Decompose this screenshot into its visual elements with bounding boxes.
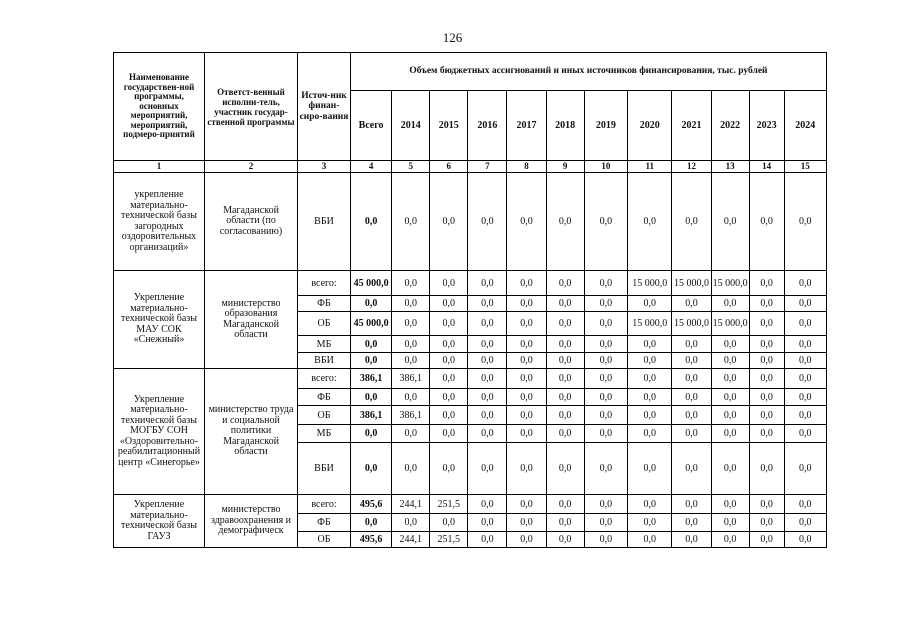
budget-table <box>113 52 827 548</box>
year-value-cell: 0,0 <box>392 173 430 271</box>
year-value-cell: 0,0 <box>584 353 627 369</box>
header-year: 2019 <box>584 91 627 161</box>
total-cell: 0,0 <box>350 173 391 271</box>
responsible-cell: министерство труда и социальной политики Магаданской области <box>204 369 297 495</box>
year-value-cell: 0,0 <box>628 443 672 495</box>
year-value-cell: 0,0 <box>546 173 584 271</box>
table-row <box>114 369 827 389</box>
year-value-cell: 0,0 <box>749 312 784 336</box>
year-value-cell: 0,0 <box>672 532 711 548</box>
year-value-cell: 0,0 <box>392 312 430 336</box>
total-cell: 386,1 <box>350 369 391 389</box>
column-number: 7 <box>468 161 507 173</box>
header-year: 2015 <box>430 91 468 161</box>
year-value-cell: 0,0 <box>711 173 749 271</box>
year-value-cell: 244,1 <box>392 495 430 514</box>
header-year: 2014 <box>392 91 430 161</box>
column-number: 13 <box>711 161 749 173</box>
year-value-cell: 0,0 <box>711 353 749 369</box>
year-value-cell: 0,0 <box>430 389 468 406</box>
year-value-cell: 0,0 <box>507 389 546 406</box>
source-cell: ОБ <box>298 532 351 548</box>
year-value-cell: 0,0 <box>546 495 584 514</box>
year-value-cell: 0,0 <box>392 296 430 312</box>
year-value-cell: 0,0 <box>584 532 627 548</box>
year-value-cell: 0,0 <box>749 389 784 406</box>
year-value-cell: 0,0 <box>468 336 507 353</box>
year-value-cell: 0,0 <box>468 271 507 296</box>
year-value-cell: 0,0 <box>628 369 672 389</box>
year-value-cell: 0,0 <box>584 271 627 296</box>
year-value-cell: 0,0 <box>430 406 468 425</box>
year-value-cell: 0,0 <box>507 312 546 336</box>
year-value-cell: 0,0 <box>584 312 627 336</box>
year-value-cell: 0,0 <box>711 495 749 514</box>
year-value-cell: 0,0 <box>628 495 672 514</box>
year-value-cell: 0,0 <box>672 425 711 443</box>
year-value-cell: 0,0 <box>468 514 507 532</box>
year-value-cell: 0,0 <box>711 514 749 532</box>
year-value-cell: 0,0 <box>672 336 711 353</box>
column-number: 5 <box>392 161 430 173</box>
year-value-cell: 0,0 <box>430 336 468 353</box>
header-source: Источ-ник финан-сиро-вания <box>298 53 351 161</box>
year-value-cell: 0,0 <box>430 369 468 389</box>
year-value-cell: 0,0 <box>468 353 507 369</box>
year-value-cell: 0,0 <box>430 312 468 336</box>
year-value-cell: 0,0 <box>711 532 749 548</box>
total-cell: 0,0 <box>350 296 391 312</box>
year-value-cell: 0,0 <box>784 514 826 532</box>
year-value-cell: 0,0 <box>507 514 546 532</box>
year-value-cell: 0,0 <box>584 389 627 406</box>
year-value-cell: 0,0 <box>672 296 711 312</box>
header-program-name: Наименование государствен-ной программы, основных мероприятий, мероприятий, подмеро-приятий <box>114 53 205 161</box>
year-value-cell: 0,0 <box>749 271 784 296</box>
year-value-cell: 0,0 <box>711 406 749 425</box>
source-cell: ФБ <box>298 514 351 532</box>
year-value-cell: 0,0 <box>784 532 826 548</box>
year-value-cell: 0,0 <box>392 389 430 406</box>
responsible-cell: министерство здравоохранения и демографическ <box>204 495 297 548</box>
year-value-cell: 0,0 <box>430 271 468 296</box>
year-value-cell: 0,0 <box>672 173 711 271</box>
source-cell: МБ <box>298 336 351 353</box>
year-value-cell: 0,0 <box>507 495 546 514</box>
source-cell: всего: <box>298 369 351 389</box>
year-value-cell: 0,0 <box>546 514 584 532</box>
year-value-cell: 0,0 <box>468 369 507 389</box>
year-value-cell: 0,0 <box>430 443 468 495</box>
year-value-cell: 0,0 <box>749 443 784 495</box>
year-value-cell: 0,0 <box>784 443 826 495</box>
year-value-cell: 0,0 <box>507 532 546 548</box>
year-value-cell: 0,0 <box>468 495 507 514</box>
table-row <box>114 271 827 296</box>
column-number: 12 <box>672 161 711 173</box>
year-value-cell: 0,0 <box>711 443 749 495</box>
year-value-cell: 0,0 <box>628 425 672 443</box>
year-value-cell: 0,0 <box>546 425 584 443</box>
year-value-cell: 15 000,0 <box>628 312 672 336</box>
source-cell: ФБ <box>298 389 351 406</box>
program-name-cell: Укрепление материально-технической базы ГАУЗ <box>114 495 205 548</box>
year-value-cell: 0,0 <box>507 369 546 389</box>
year-value-cell: 0,0 <box>507 353 546 369</box>
year-value-cell: 0,0 <box>749 495 784 514</box>
year-value-cell: 0,0 <box>468 532 507 548</box>
year-value-cell: 0,0 <box>749 369 784 389</box>
responsible-cell: министерство образования Магаданской области <box>204 271 297 369</box>
year-value-cell: 0,0 <box>749 173 784 271</box>
year-value-cell: 0,0 <box>507 443 546 495</box>
year-value-cell: 0,0 <box>784 369 826 389</box>
header-year: 2016 <box>468 91 507 161</box>
page-number: 126 <box>442 30 463 45</box>
year-value-cell: 0,0 <box>749 336 784 353</box>
year-value-cell: 0,0 <box>584 406 627 425</box>
year-value-cell: 0,0 <box>628 336 672 353</box>
program-name-cell: Укрепление материально-технической базы МАУ СОК «Снежный» <box>114 271 205 369</box>
source-cell: МБ <box>298 425 351 443</box>
year-value-cell: 0,0 <box>628 514 672 532</box>
year-value-cell: 0,0 <box>546 443 584 495</box>
year-value-cell: 0,0 <box>584 173 627 271</box>
header-responsible: Ответст-венный исполни-тель, участник государ-ственной программы <box>204 53 297 161</box>
year-value-cell: 0,0 <box>784 336 826 353</box>
year-value-cell: 0,0 <box>784 495 826 514</box>
year-value-cell: 0,0 <box>584 443 627 495</box>
year-value-cell: 0,0 <box>507 271 546 296</box>
year-value-cell: 244,1 <box>392 532 430 548</box>
header-total: Всего <box>350 91 391 161</box>
year-value-cell: 15 000,0 <box>672 271 711 296</box>
year-value-cell: 0,0 <box>546 406 584 425</box>
total-cell: 0,0 <box>350 336 391 353</box>
year-value-cell: 251,5 <box>430 532 468 548</box>
total-cell: 0,0 <box>350 514 391 532</box>
year-value-cell: 0,0 <box>507 406 546 425</box>
responsible-cell: Магаданской области (по согласованию) <box>204 173 297 271</box>
year-value-cell: 0,0 <box>628 296 672 312</box>
column-number: 9 <box>546 161 584 173</box>
year-value-cell: 0,0 <box>672 389 711 406</box>
column-number: 2 <box>204 161 297 173</box>
year-value-cell: 0,0 <box>749 406 784 425</box>
source-cell: ВБИ <box>298 443 351 495</box>
total-cell: 495,6 <box>350 532 391 548</box>
year-value-cell: 0,0 <box>784 271 826 296</box>
program-name-cell: укрепление материально-технической базы загородных оздоровительных организаций» <box>114 173 205 271</box>
year-value-cell: 0,0 <box>546 271 584 296</box>
table-row <box>114 495 827 514</box>
year-value-cell: 0,0 <box>546 389 584 406</box>
header-year: 2023 <box>749 91 784 161</box>
year-value-cell: 0,0 <box>392 443 430 495</box>
year-value-cell: 0,0 <box>392 353 430 369</box>
year-value-cell: 0,0 <box>628 406 672 425</box>
source-cell: ФБ <box>298 296 351 312</box>
source-cell: ОБ <box>298 406 351 425</box>
year-value-cell: 0,0 <box>468 173 507 271</box>
header-volume: Объем бюджетных ассигнований и иных источников финансирования, тыс. рублей <box>350 53 826 91</box>
source-cell: ВБИ <box>298 353 351 369</box>
year-value-cell: 0,0 <box>392 514 430 532</box>
column-number: 8 <box>507 161 546 173</box>
column-number: 3 <box>298 161 351 173</box>
column-number: 4 <box>350 161 391 173</box>
column-number: 11 <box>628 161 672 173</box>
year-value-cell: 0,0 <box>749 514 784 532</box>
year-value-cell: 0,0 <box>784 425 826 443</box>
table-body <box>114 173 827 548</box>
total-cell: 0,0 <box>350 389 391 406</box>
year-value-cell: 0,0 <box>468 389 507 406</box>
year-value-cell: 0,0 <box>672 495 711 514</box>
header-year: 2021 <box>672 91 711 161</box>
year-value-cell: 0,0 <box>784 296 826 312</box>
header-year: 2022 <box>711 91 749 161</box>
header-year: 2018 <box>546 91 584 161</box>
year-value-cell: 0,0 <box>430 425 468 443</box>
source-cell: всего: <box>298 495 351 514</box>
year-value-cell: 0,0 <box>749 353 784 369</box>
year-value-cell: 0,0 <box>628 173 672 271</box>
year-value-cell: 15 000,0 <box>672 312 711 336</box>
total-cell: 495,6 <box>350 495 391 514</box>
year-value-cell: 0,0 <box>468 406 507 425</box>
year-value-cell: 0,0 <box>507 336 546 353</box>
program-name-cell: Укрепление материально-технической базы МОГБУ СОН «Оздоровительно-реабилитационный центр «Синегорье» <box>114 369 205 495</box>
year-value-cell: 0,0 <box>468 296 507 312</box>
source-cell: всего: <box>298 271 351 296</box>
year-value-cell: 0,0 <box>468 312 507 336</box>
year-value-cell: 0,0 <box>507 425 546 443</box>
header-year: 2020 <box>628 91 672 161</box>
total-cell: 45 000,0 <box>350 312 391 336</box>
total-cell: 386,1 <box>350 406 391 425</box>
year-value-cell: 0,0 <box>628 389 672 406</box>
year-value-cell: 0,0 <box>672 514 711 532</box>
year-value-cell: 386,1 <box>392 406 430 425</box>
total-cell: 45 000,0 <box>350 271 391 296</box>
year-value-cell: 0,0 <box>711 336 749 353</box>
year-value-cell: 0,0 <box>546 312 584 336</box>
year-value-cell: 0,0 <box>584 296 627 312</box>
year-value-cell: 0,0 <box>468 425 507 443</box>
year-value-cell: 0,0 <box>430 296 468 312</box>
year-value-cell: 0,0 <box>430 173 468 271</box>
source-cell: ОБ <box>298 312 351 336</box>
year-value-cell: 386,1 <box>392 369 430 389</box>
year-value-cell: 0,0 <box>672 353 711 369</box>
year-value-cell: 0,0 <box>784 312 826 336</box>
year-value-cell: 0,0 <box>711 425 749 443</box>
year-value-cell: 251,5 <box>430 495 468 514</box>
year-value-cell: 15 000,0 <box>711 312 749 336</box>
year-value-cell: 15 000,0 <box>711 271 749 296</box>
year-value-cell: 0,0 <box>584 336 627 353</box>
year-value-cell: 0,0 <box>584 425 627 443</box>
year-value-cell: 0,0 <box>784 389 826 406</box>
year-value-cell: 0,0 <box>749 296 784 312</box>
year-value-cell: 0,0 <box>507 296 546 312</box>
year-value-cell: 0,0 <box>546 369 584 389</box>
column-number: 1 <box>114 161 205 173</box>
column-number: 10 <box>584 161 627 173</box>
column-number: 14 <box>749 161 784 173</box>
year-value-cell: 0,0 <box>507 173 546 271</box>
source-cell: ВБИ <box>298 173 351 271</box>
year-value-cell: 0,0 <box>628 353 672 369</box>
column-number: 6 <box>430 161 468 173</box>
year-value-cell: 0,0 <box>392 271 430 296</box>
year-value-cell: 0,0 <box>749 425 784 443</box>
year-value-cell: 0,0 <box>392 425 430 443</box>
column-number-row <box>114 161 827 173</box>
year-value-cell: 0,0 <box>784 173 826 271</box>
year-value-cell: 0,0 <box>546 353 584 369</box>
year-value-cell: 0,0 <box>784 406 826 425</box>
year-value-cell: 0,0 <box>546 336 584 353</box>
year-value-cell: 0,0 <box>468 443 507 495</box>
year-value-cell: 0,0 <box>749 532 784 548</box>
total-cell: 0,0 <box>350 443 391 495</box>
year-value-cell: 0,0 <box>672 369 711 389</box>
year-value-cell: 0,0 <box>711 389 749 406</box>
year-value-cell: 0,0 <box>784 353 826 369</box>
year-value-cell: 0,0 <box>584 514 627 532</box>
year-value-cell: 0,0 <box>628 532 672 548</box>
year-value-cell: 0,0 <box>430 353 468 369</box>
total-cell: 0,0 <box>350 353 391 369</box>
total-cell: 0,0 <box>350 425 391 443</box>
year-value-cell: 0,0 <box>584 495 627 514</box>
table-row <box>114 173 827 271</box>
year-value-cell: 15 000,0 <box>628 271 672 296</box>
column-number: 15 <box>784 161 826 173</box>
header-year: 2024 <box>784 91 826 161</box>
header-year: 2017 <box>507 91 546 161</box>
year-value-cell: 0,0 <box>392 336 430 353</box>
year-value-cell: 0,0 <box>711 296 749 312</box>
year-value-cell: 0,0 <box>584 369 627 389</box>
year-value-cell: 0,0 <box>711 369 749 389</box>
year-value-cell: 0,0 <box>430 514 468 532</box>
year-value-cell: 0,0 <box>546 296 584 312</box>
year-value-cell: 0,0 <box>546 532 584 548</box>
year-value-cell: 0,0 <box>672 406 711 425</box>
year-value-cell: 0,0 <box>672 443 711 495</box>
